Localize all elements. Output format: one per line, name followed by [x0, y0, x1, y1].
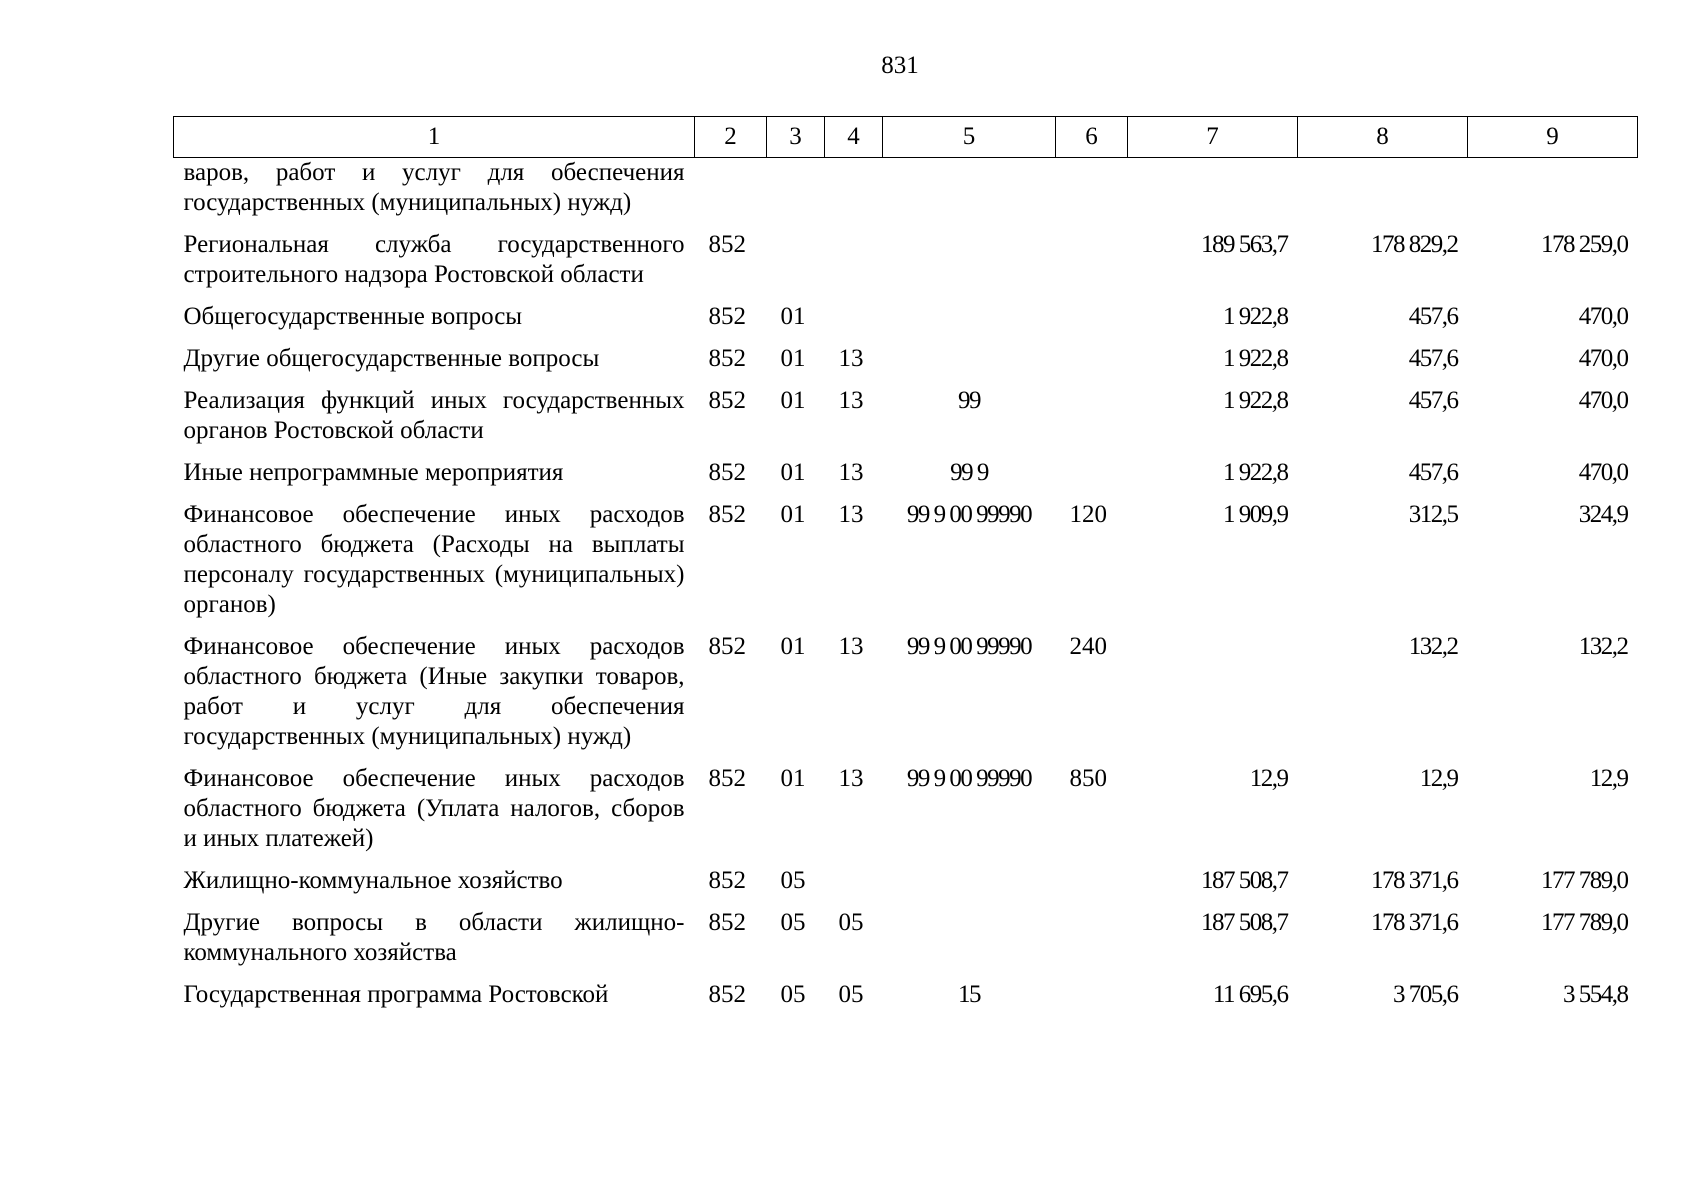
- cell-target-article: [883, 230, 1056, 302]
- cell-amount-col7: 189 563,7: [1201, 231, 1288, 258]
- table-header: [174, 117, 1638, 158]
- cell-amount-col8: 312,5: [1408, 501, 1458, 528]
- cell-amount-col7: [1128, 158, 1298, 231]
- cell-expense-type: [1056, 866, 1128, 908]
- cell-section-code: 05: [780, 909, 806, 936]
- row-name: Другие общегосударственные вопросы: [183, 345, 600, 372]
- table-row: [174, 980, 1638, 1022]
- cell-amount-col7: 11 695,6: [1212, 981, 1288, 1008]
- cell-ministry-code: 852: [708, 909, 746, 936]
- column-header: 6: [1056, 117, 1128, 158]
- cell-expense-type: 120: [1069, 501, 1107, 528]
- row-name: Реализация функций иных государственных органов Ростовской области: [183, 387, 685, 444]
- cell-amount-col9: 470,0: [1578, 387, 1628, 414]
- cell-amount-col7: 1 922,8: [1223, 387, 1288, 414]
- cell-subsection-code: 13: [838, 765, 864, 792]
- cell-target-article: 99 9 00 99990: [906, 501, 1032, 528]
- column-header: 7: [1128, 117, 1298, 158]
- cell-ministry-code: [695, 158, 767, 231]
- table-row: [174, 866, 1638, 908]
- cell-ministry-code: 852: [708, 501, 746, 528]
- row-name: Другие вопросы в области жилищно-коммунального хозяйства: [183, 909, 685, 966]
- cell-amount-col8: 178 829,2: [1371, 231, 1458, 258]
- cell-amount-col8: 178 371,6: [1371, 909, 1458, 936]
- cell-subsection-code: 13: [838, 459, 864, 486]
- table-row: [174, 500, 1638, 632]
- row-name: Жилищно-коммунальное хозяйство: [183, 867, 563, 894]
- cell-target-article: 99: [958, 387, 980, 414]
- cell-expense-type: [1056, 980, 1128, 1022]
- cell-expense-type: [1056, 908, 1128, 980]
- table-row: [174, 230, 1638, 302]
- cell-amount-col8: 3 705,6: [1393, 981, 1458, 1008]
- cell-section-code: 01: [780, 501, 806, 528]
- budget-table: [173, 116, 1638, 1022]
- cell-subsection-code: 05: [838, 981, 864, 1008]
- cell-amount-col7: 12,9: [1249, 765, 1288, 792]
- cell-subsection-code: 13: [838, 345, 864, 372]
- cell-target-article: 99 9 00 99990: [906, 765, 1032, 792]
- table-row: [174, 632, 1638, 764]
- cell-subsection-code: [825, 230, 883, 302]
- cell-target-article: 99 9: [950, 459, 988, 486]
- cell-subsection-code: [825, 158, 883, 231]
- cell-amount-col8: [1298, 158, 1468, 231]
- cell-subsection-code: [825, 302, 883, 344]
- table-row: [174, 908, 1638, 980]
- cell-amount-col8: 457,6: [1408, 345, 1458, 372]
- table-row: [174, 386, 1638, 458]
- page-number: 831: [881, 52, 919, 79]
- row-name: Финансовое обеспечение иных расходов областного бюджета (Расходы на выплаты персоналу государственных (муниципальных) органов): [183, 501, 685, 618]
- column-header: 4: [825, 117, 883, 158]
- row-name: Общегосударственные вопросы: [183, 303, 523, 330]
- cell-section-code: 01: [780, 459, 806, 486]
- cell-amount-col8: 457,6: [1408, 459, 1458, 486]
- cell-section-code: 01: [780, 303, 806, 330]
- column-header: 5: [883, 117, 1056, 158]
- row-name: Государственная программа Ростовской: [183, 981, 609, 1008]
- cell-amount-col9: 132,2: [1578, 633, 1628, 660]
- cell-amount-col8: 457,6: [1408, 387, 1458, 414]
- cell-subsection-code: 13: [838, 387, 864, 414]
- cell-amount-col9: 12,9: [1589, 765, 1628, 792]
- cell-ministry-code: 852: [708, 459, 746, 486]
- cell-subsection-code: 05: [838, 909, 864, 936]
- cell-subsection-code: 13: [838, 633, 864, 660]
- cell-amount-col9: 470,0: [1578, 345, 1628, 372]
- cell-amount-col9: [1468, 158, 1638, 231]
- cell-ministry-code: 852: [708, 981, 746, 1008]
- cell-amount-col9: 3 554,8: [1563, 981, 1628, 1008]
- table-row: [174, 302, 1638, 344]
- cell-ministry-code: 852: [708, 231, 746, 258]
- cell-amount-col7: 1 922,8: [1223, 345, 1288, 372]
- cell-target-article: [883, 302, 1056, 344]
- cell-subsection-code: 13: [838, 501, 864, 528]
- table-row: [174, 344, 1638, 386]
- column-header: 1: [174, 117, 695, 158]
- cell-target-article: [883, 908, 1056, 980]
- cell-expense-type: [1056, 158, 1128, 231]
- cell-target-article: 99 9 00 99990: [906, 633, 1032, 660]
- cell-target-article: [883, 866, 1056, 908]
- cell-amount-col9: 470,0: [1578, 459, 1628, 486]
- cell-amount-col9: 177 789,0: [1541, 867, 1628, 894]
- cell-section-code: [767, 230, 825, 302]
- cell-expense-type: 850: [1069, 765, 1107, 792]
- cell-ministry-code: 852: [708, 765, 746, 792]
- cell-expense-type: [1056, 344, 1128, 386]
- cell-subsection-code: [825, 866, 883, 908]
- row-name: Региональная служба государственного строительного надзора Ростовской области: [183, 231, 685, 288]
- cell-amount-col7: 1 909,9: [1223, 501, 1288, 528]
- cell-amount-col7: 187 508,7: [1201, 909, 1288, 936]
- cell-section-code: 01: [780, 765, 806, 792]
- cell-amount-col8: 12,9: [1419, 765, 1458, 792]
- cell-amount-col7: 187 508,7: [1201, 867, 1288, 894]
- cell-amount-col9: 178 259,0: [1541, 231, 1628, 258]
- cell-expense-type: [1056, 458, 1128, 500]
- cell-amount-col9: 177 789,0: [1541, 909, 1628, 936]
- cell-ministry-code: 852: [708, 633, 746, 660]
- row-name: Иные непрограммные мероприятия: [183, 459, 564, 486]
- column-header: 9: [1468, 117, 1638, 158]
- cell-amount-col8: 178 371,6: [1371, 867, 1458, 894]
- cell-ministry-code: 852: [708, 867, 746, 894]
- column-header: 8: [1298, 117, 1468, 158]
- cell-ministry-code: 852: [708, 345, 746, 372]
- header-row: [174, 117, 1638, 158]
- cell-target-article: 15: [958, 981, 980, 1008]
- cell-amount-col7: [1128, 632, 1298, 764]
- cell-ministry-code: 852: [708, 303, 746, 330]
- column-header: 2: [695, 117, 767, 158]
- table-row: [174, 764, 1638, 866]
- row-name: Финансовое обеспечение иных расходов областного бюджета (Уплата налогов, сборов и иных платежей): [183, 765, 685, 852]
- cell-ministry-code: 852: [708, 387, 746, 414]
- cell-amount-col7: 1 922,8: [1223, 303, 1288, 330]
- cell-amount-col9: 324,9: [1578, 501, 1628, 528]
- table-row: [174, 158, 1638, 231]
- cell-section-code: 05: [780, 981, 806, 1008]
- cell-section-code: 05: [780, 867, 806, 894]
- cell-expense-type: [1056, 230, 1128, 302]
- cell-amount-col7: 1 922,8: [1223, 459, 1288, 486]
- cell-section-code: 01: [780, 633, 806, 660]
- cell-section-code: [767, 158, 825, 231]
- cell-section-code: 01: [780, 345, 806, 372]
- row-name: Финансовое обеспечение иных расходов областного бюджета (Иные закупки товаров, работ и услуг для обеспечения государственных (муниципальных) нужд): [183, 633, 685, 750]
- cell-target-article: [883, 344, 1056, 386]
- cell-target-article: [883, 158, 1056, 231]
- cell-expense-type: 240: [1069, 633, 1107, 660]
- cell-expense-type: [1056, 302, 1128, 344]
- column-header: 3: [767, 117, 825, 158]
- table-body: [174, 158, 1638, 1023]
- row-name: варов, работ и услуг для обеспечения государственных (муниципальных) нужд): [183, 159, 685, 216]
- cell-amount-col8: 457,6: [1408, 303, 1458, 330]
- table-row: [174, 458, 1638, 500]
- cell-expense-type: [1056, 386, 1128, 458]
- cell-amount-col9: 470,0: [1578, 303, 1628, 330]
- cell-section-code: 01: [780, 387, 806, 414]
- cell-amount-col8: 132,2: [1408, 633, 1458, 660]
